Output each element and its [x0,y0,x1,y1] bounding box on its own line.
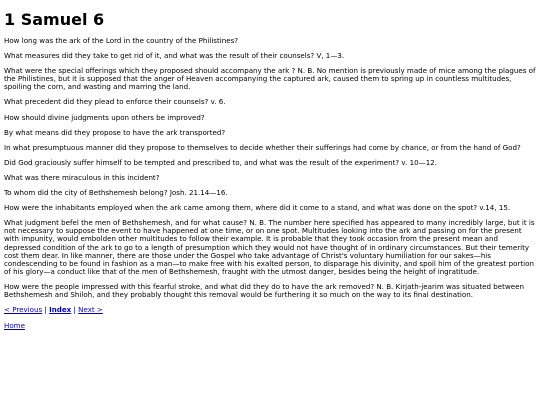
question-1: How long was the ark of the Lord in the country of the Philistines? [4,36,239,45]
page-title: 1 Samuel 6 [4,10,105,29]
page-navigation [4,306,536,314]
index-link[interactable]: Index [49,305,72,315]
nav-separator: | [71,305,79,315]
question-8: Did God graciously suffer himself to be tempted and prescribed to, and what was the result of the experiment? v. 10—12. [4,157,437,167]
nav-separator: | [42,305,50,315]
home-navigation [4,322,536,330]
question-11: How were the inhabitants employed when the ark came among them, where did it come to a stand, and what was done on the spot? v.14, 15. [4,203,511,213]
next-link[interactable]: Next > [78,305,103,315]
question-10: To whom did the city of Bethshemesh belong? Josh. 21.14—16. [4,188,228,198]
question-12: What judgment befel the men of Bethshemesh, and for what cause? N. B. The number here specified has appeared to many incredibly large, but it is not necessary to suppose the event to have happened at one time, or on one spot. Multitudes looking into the ark and passing on for the present with impunity, would embolden other multitudes to follow their example. It is probable that they took occasion from the present mean and depressed condition of the ark to go to a length of presumption which they would not have thought of in ordinary circumstances. But their temerity cost them dear. In like manner, there are those under the Gospel who take advantage of Christ's voluntary humiliation for our sakes—his condescending to be found in fashion as a man—to make free with his exalted person, to disparage his divinity, and spoil him of the greatest portion of his glory—a conduct like that of the men of Bethshemesh, fraught with the utmost danger, besides being the height of ingratitude. [4,218,535,276]
question-3: What were the special offerings which they proposed should accompany the ark ? N. B. No mention is previously made of mice among the plagues of the Philistines, but it is supposed that the anger of Heaven accompanying the captured ark, caused them to spring up in countless multitudes, spoiling the corn, and wasting and marring the land. [4,66,536,92]
question-6: By what means did they propose to have the ark transported? [4,127,226,137]
question-4: What precedent did they plead to enforce their counsels? v. 6. [4,97,226,107]
question-2: What measures did they take to get rid of it, and what was the result of their counsels? V, 1—3. [4,51,345,61]
home-link[interactable]: Home [4,321,25,331]
question-9: What was there miraculous in this incident? [4,172,160,182]
question-7: In what presumptuous manner did they propose to themselves to decide whether their sufferings had come by chance, or from the hand of God? [4,142,521,152]
previous-link[interactable]: < Previous [4,305,43,315]
question-13: How were the people impressed with this fearful stroke, and what did they do to have the ark removed? N. B. Kirjath-jearim was situated between Bethshemesh and Shiloh, and they probably thought this removal would be furthering it so much on the way to its final destination. [4,281,524,299]
question-5: How should divine judgments upon others be improved? [4,112,205,122]
